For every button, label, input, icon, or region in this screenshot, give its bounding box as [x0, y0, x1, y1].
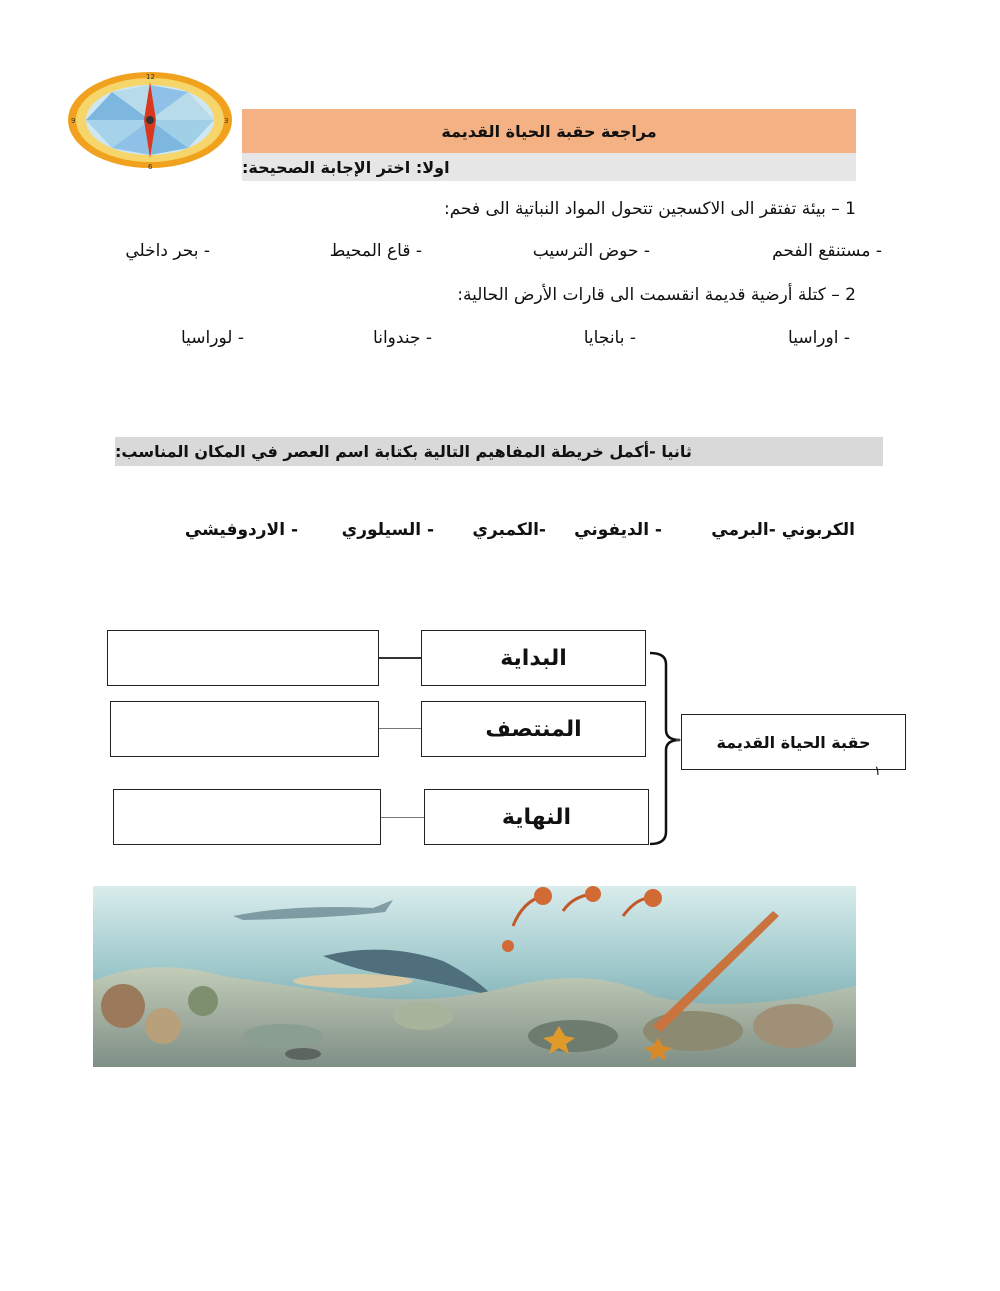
stray-mark: ١: [874, 764, 881, 779]
question-2-option-3[interactable]: - جندوانا: [373, 328, 432, 348]
branch-middle: [421, 701, 646, 757]
question-1-text: 1 – بيئة تفتقر الى الاكسجين تتحول المواد النباتية الى فحم:: [443, 199, 856, 219]
connector-beginning: [379, 657, 421, 659]
branch-end-label: النهاية: [501, 804, 572, 830]
era-option-devonian: - الديفوني: [574, 520, 662, 540]
question-1-option-1[interactable]: - مستنقع الفحم: [772, 241, 882, 261]
question-2-option-2[interactable]: - بانجايا: [583, 328, 636, 348]
era-option-silurian: - السيلوري: [341, 520, 434, 540]
answer-box-end[interactable]: [113, 789, 381, 845]
section1-heading: [242, 153, 856, 181]
question-2-option-4[interactable]: - لوراسيا: [181, 328, 244, 348]
branch-beginning: [421, 630, 646, 686]
branch-end: [424, 789, 649, 845]
bracket-icon: [646, 650, 686, 850]
connector-end: [381, 817, 424, 818]
concept-map-root-label: حقبة الحياة القديمة: [716, 732, 871, 752]
page-title: مراجعة حقبة الحياة القديمة: [242, 109, 856, 153]
answer-box-beginning[interactable]: [107, 630, 379, 686]
svg-text:9: 9: [71, 117, 76, 125]
answer-box-middle[interactable]: [110, 701, 379, 757]
concept-map-root: [681, 714, 906, 770]
section2-heading: [115, 437, 883, 466]
question-1-option-2[interactable]: - حوض الترسيب: [532, 241, 650, 261]
svg-text:12: 12: [146, 73, 155, 81]
era-option-cambrian: -الكمبري: [472, 520, 546, 540]
section1-heading-text: اولا: اختر الإجابة الصحيحة:: [242, 157, 450, 177]
era-option-ordovician: - الاردوفيشي: [184, 520, 298, 540]
svg-text:6: 6: [148, 163, 153, 170]
era-option-carboniferous-permian: الكربوني -البرمي: [711, 520, 855, 540]
question-1-option-4[interactable]: - بحر داخلي: [125, 241, 210, 261]
svg-text:3: 3: [224, 117, 229, 125]
question-2-option-1[interactable]: - اوراسيا: [788, 328, 850, 348]
clock-wheel-icon: [66, 70, 234, 170]
question-2-text: 2 – كتلة أرضية قديمة انقسمت الى قارات الأرض الحالية:: [457, 285, 856, 305]
branch-beginning-label: البداية: [500, 645, 567, 671]
branch-middle-label: المنتصف: [485, 716, 582, 742]
section2-heading-text: ثانيا -أكمل خريطة المفاهيم التالية بكتابة اسم العصر في المكان المناسب:: [115, 442, 692, 461]
ancient-sea-life-illustration: [93, 886, 856, 1067]
question-1-option-3[interactable]: - قاع المحيط: [329, 241, 422, 261]
connector-middle: [379, 728, 421, 729]
